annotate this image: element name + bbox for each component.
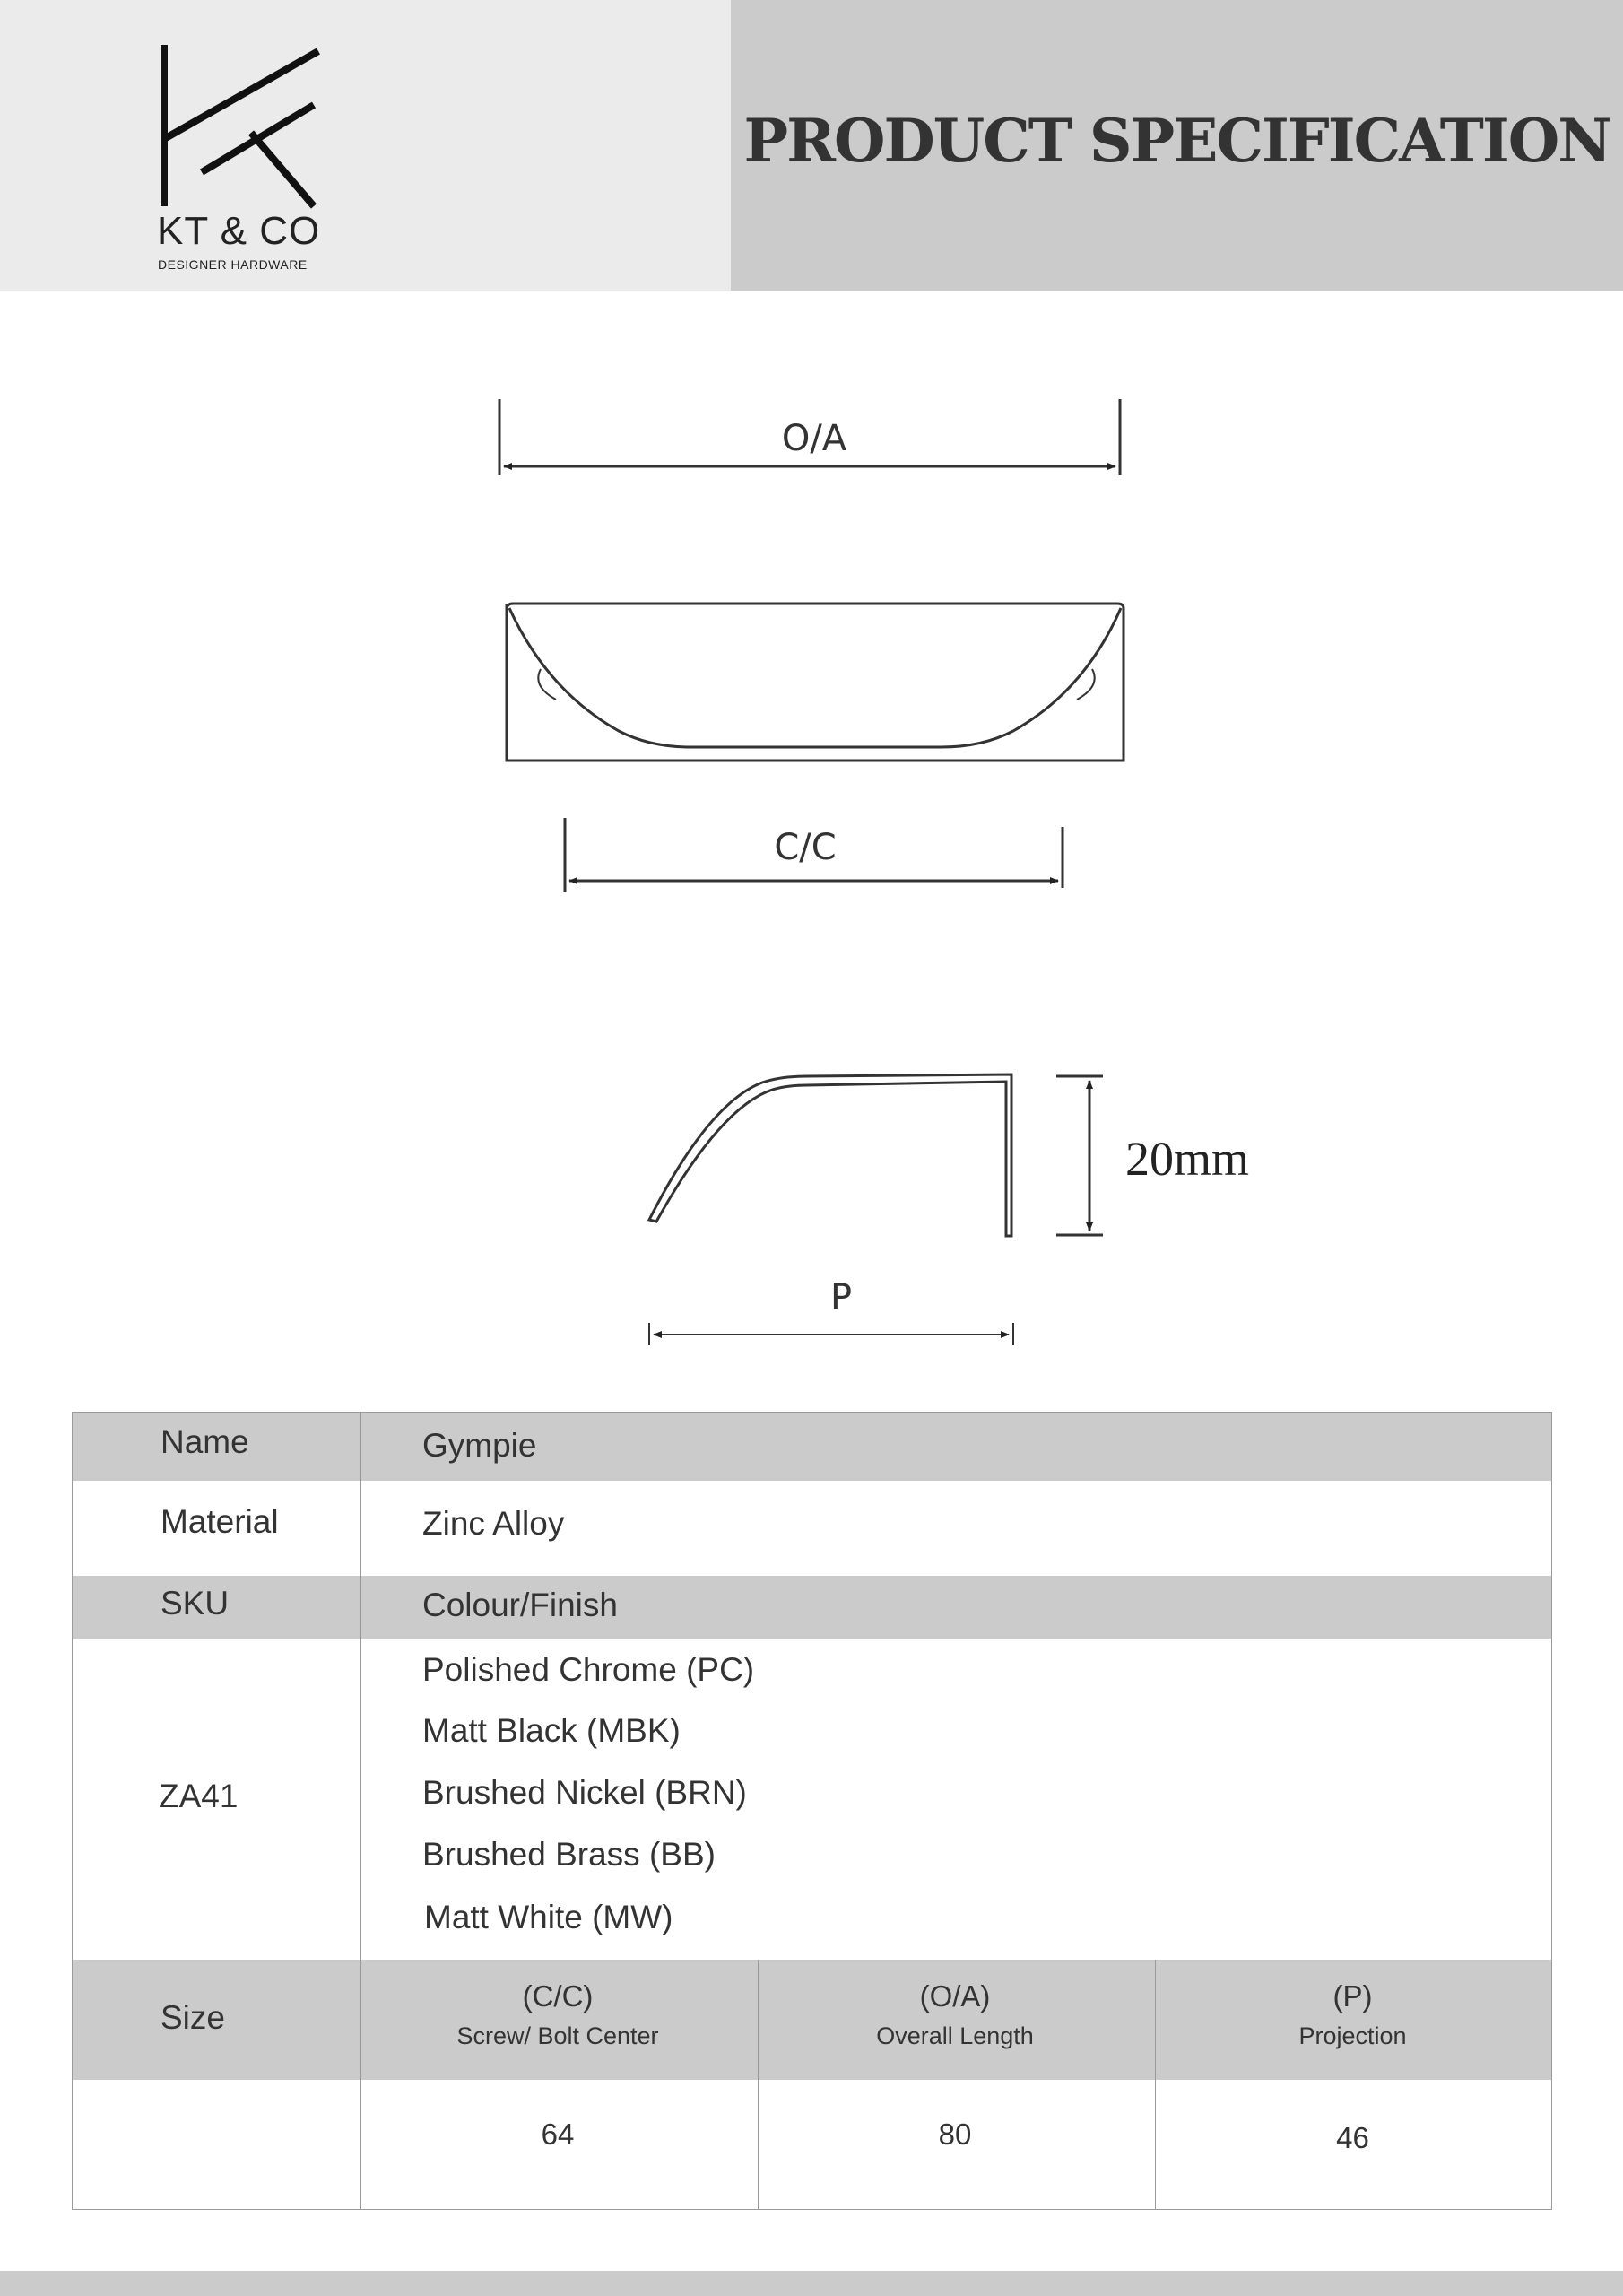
name-label: Name bbox=[161, 1423, 249, 1460]
kt-logo-icon bbox=[152, 40, 332, 211]
finish-item: Matt Black (MBK) bbox=[422, 1712, 681, 1749]
finish-item: Polished Chrome (PC) bbox=[422, 1651, 755, 1688]
p-dimension bbox=[649, 1323, 1013, 1345]
material-row bbox=[73, 1481, 1551, 1576]
column-divider bbox=[1155, 1960, 1156, 2209]
material-label: Material bbox=[161, 1503, 279, 1540]
size-code: (P) bbox=[1332, 1979, 1373, 2013]
size-col-oa bbox=[757, 1960, 1153, 2080]
name-row bbox=[73, 1413, 1551, 1481]
finish-header: Colour/Finish bbox=[422, 1587, 618, 1623]
size-desc: Screw/ Bolt Center bbox=[456, 2022, 659, 2049]
size-values-row bbox=[73, 2080, 1551, 2209]
material-value: Zinc Alloy bbox=[422, 1505, 565, 1542]
finish-item: Brushed Nickel (BRN) bbox=[422, 1774, 747, 1811]
finish-row bbox=[73, 1639, 1551, 1960]
size-code: (O/A) bbox=[919, 1979, 991, 2013]
header-title-panel bbox=[731, 0, 1623, 291]
size-label: Size bbox=[161, 1999, 225, 2036]
height-dimension bbox=[1056, 1076, 1103, 1235]
height-label: 20mm bbox=[1125, 1132, 1250, 1186]
footer-bar bbox=[0, 2271, 1623, 2296]
size-value-cc: 64 bbox=[541, 2118, 575, 2151]
column-divider bbox=[360, 1413, 361, 2209]
page-title: PRODUCT SPECIFICATION bbox=[743, 106, 1610, 176]
size-col-cc bbox=[360, 1960, 756, 2080]
product-technical-drawing bbox=[0, 291, 1623, 1394]
finish-item: Brushed Brass (BB) bbox=[422, 1836, 716, 1873]
size-header-row bbox=[73, 1960, 1551, 2080]
column-divider bbox=[758, 1960, 759, 2209]
spec-table bbox=[72, 1412, 1552, 2210]
handle-front-view bbox=[507, 604, 1124, 761]
cc-label: C/C bbox=[774, 827, 837, 868]
brand-name: KT & CO bbox=[157, 209, 321, 253]
size-code: (C/C) bbox=[522, 1979, 594, 2013]
finish-item: Matt White (MW) bbox=[424, 1899, 673, 1935]
size-value-oa: 80 bbox=[938, 2118, 972, 2151]
size-desc: Projection bbox=[1298, 2022, 1407, 2049]
size-col-p bbox=[1154, 1960, 1551, 2080]
sku-value: ZA41 bbox=[159, 1778, 239, 1814]
oa-label: O/A bbox=[781, 418, 847, 459]
header-logo-panel bbox=[0, 0, 731, 291]
size-desc: Overall Length bbox=[876, 2022, 1034, 2049]
sku-label: SKU bbox=[161, 1585, 230, 1622]
p-label: P bbox=[829, 1277, 853, 1318]
sku-header-row bbox=[73, 1576, 1551, 1639]
name-value: Gympie bbox=[422, 1427, 537, 1464]
size-value-p: 46 bbox=[1336, 2121, 1369, 2154]
brand-tagline: DESIGNER HARDWARE bbox=[158, 257, 308, 272]
handle-side-profile bbox=[649, 1074, 1011, 1236]
